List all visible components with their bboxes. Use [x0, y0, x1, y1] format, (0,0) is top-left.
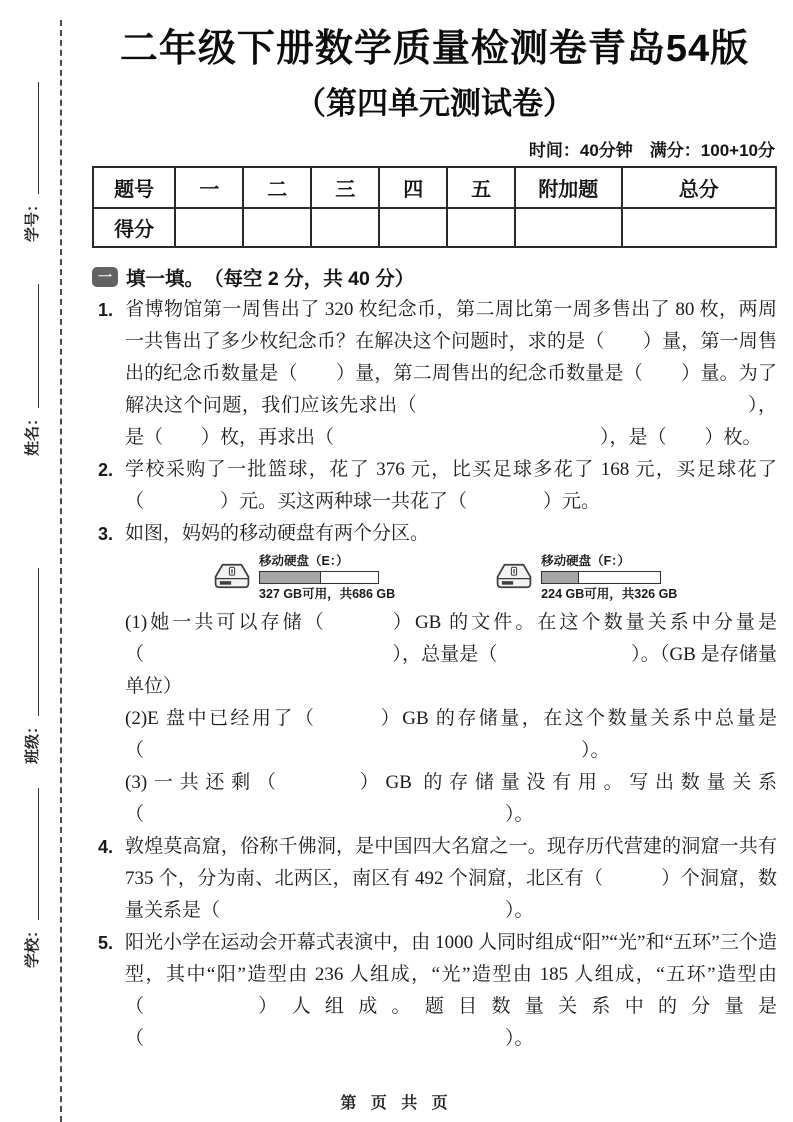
- hard-drive-icon: [495, 562, 533, 590]
- score-cell: [243, 208, 311, 247]
- section-title: 填一填。: [126, 268, 205, 290]
- school-write-line: [38, 788, 39, 920]
- section-score-note: （每空 2 分，共 40 分）: [204, 268, 415, 290]
- paper-content: [92, 0, 777, 1055]
- question-2: [92, 454, 777, 518]
- question-list: [92, 294, 777, 1055]
- school-field: [22, 788, 42, 968]
- class-field: [22, 568, 42, 764]
- question-3-sub-3: (3)一共还剩（ ）GB 的存储量没有用。写出数量关系（ ）。: [125, 772, 777, 825]
- header-part-3: 三: [311, 167, 379, 208]
- school-label: 学校：: [24, 922, 41, 968]
- student-name-field: [22, 284, 42, 456]
- hard-drive-icon: [213, 562, 251, 590]
- question-1-number: 1.: [98, 300, 114, 320]
- section-one-heading: [92, 263, 777, 291]
- student-id-label: 学号：: [24, 196, 41, 242]
- drive-f-capacity-text: 224 GB可用，共326 GB: [541, 587, 678, 601]
- question-5: [92, 927, 777, 1055]
- question-5-number: 5.: [98, 933, 114, 953]
- question-2-text: 学校采购了一批篮球，花了 376 元，比买足球多花了 168 元，买足球花了（ ）元。买这两种球一共花了（ ）元。: [125, 459, 777, 512]
- question-4-number: 4.: [98, 837, 114, 857]
- student-name-label: 姓名：: [24, 410, 41, 456]
- score-cell: [622, 208, 776, 247]
- drive-e-meta: [259, 554, 395, 602]
- time-score-meta: 时间：40分钟 满分：100+10分: [528, 141, 775, 160]
- class-write-line: [38, 568, 39, 716]
- score-cell: [447, 208, 515, 247]
- question-1: [92, 294, 777, 454]
- score-table-score-row: [93, 208, 776, 247]
- header-part-5: 五: [447, 167, 515, 208]
- header-part-4: 四: [379, 167, 447, 208]
- question-3-number: 3.: [98, 524, 114, 544]
- score-cell: [379, 208, 447, 247]
- header-question-number: 题号: [93, 167, 175, 208]
- drive-e-capacity-text: 327 GB可用，共686 GB: [259, 587, 396, 601]
- question-3-sub-2: (2)E 盘中已经用了（ ）GB 的存储量，在这个数量关系中总量是（ ）。: [125, 708, 777, 761]
- drive-f-usage-bar: [541, 571, 661, 584]
- hard-drive-figure: [213, 554, 777, 602]
- drive-e-usage-fill: [260, 572, 321, 583]
- score-cell: [175, 208, 243, 247]
- page-title: 二年级下册数学质量检测卷青岛54版: [119, 28, 750, 70]
- question-4: [92, 831, 777, 927]
- page-footer: 第 页 共 页: [340, 1095, 453, 1112]
- drive-f-panel: [495, 554, 677, 602]
- question-5-text: 阳光小学在运动会开幕式表演中，由 1000 人同时组成“阳”“光”和“五环”三个造型，其中“阳”造型由 236 人组成，“光”造型由 185 人组成，“五环”造型由（ ）人组成。题目数量关系中的分量是（ ）。: [125, 932, 777, 1049]
- drive-f-usage-fill: [542, 572, 579, 583]
- drive-f-name: 移动硬盘（F：）: [541, 554, 631, 568]
- score-row-label: 得分: [93, 208, 175, 247]
- score-table-header-row: [93, 167, 776, 208]
- header-total: 总分: [622, 167, 776, 208]
- drive-e-panel: [213, 554, 395, 602]
- question-2-number: 2.: [98, 460, 114, 480]
- score-cell: [311, 208, 379, 247]
- dashed-separator: [60, 20, 62, 1122]
- header-part-1: 一: [175, 167, 243, 208]
- class-label: 班级：: [24, 718, 41, 764]
- question-3-intro: 如图，妈妈的移动硬盘有两个分区。: [125, 523, 430, 544]
- drive-e-name: 移动硬盘（E：）: [259, 554, 349, 568]
- drive-e-usage-bar: [259, 571, 379, 584]
- student-id-field: [22, 82, 42, 242]
- question-3-sub-1: (1)她一共可以存储（ ）GB 的文件。在这个数量关系中分量是（ ），总量是（ ）。（GB 是存储量单位）: [125, 612, 777, 697]
- header-bonus: 附加题: [515, 167, 621, 208]
- score-cell: [515, 208, 621, 247]
- score-table: [92, 166, 777, 248]
- student-name-write-line: [38, 284, 39, 408]
- question-3: [92, 518, 777, 831]
- header-part-2: 二: [243, 167, 311, 208]
- question-4-text: 敦煌莫高窟，俗称千佛洞，是中国四大名窟之一。现存历代营建的洞窟一共有 735 个，分为南、北两区，南区有 492 个洞窟，北区有（ ）个洞窟，数量关系是（ ）。: [125, 836, 777, 921]
- page-subtitle: （第四单元测试卷）: [295, 86, 574, 121]
- student-id-write-line: [38, 82, 39, 194]
- section-number-badge: 一: [92, 267, 118, 287]
- drive-f-meta: [541, 554, 677, 602]
- question-1-text: 省博物馆第一周售出了 320 枚纪念币，第二周比第一周多售出了 80 枚，两周一共售出了多少枚纪念币？在解决这个问题时，求的是（ ）量，第一周售出的纪念币数量是（ ）量，第二周售出的纪念币数量是（ ）量。为了解决这个问题，我们应该先求出（ ），是（ ）枚，再求出（ ），是（ ）枚。: [125, 299, 777, 448]
